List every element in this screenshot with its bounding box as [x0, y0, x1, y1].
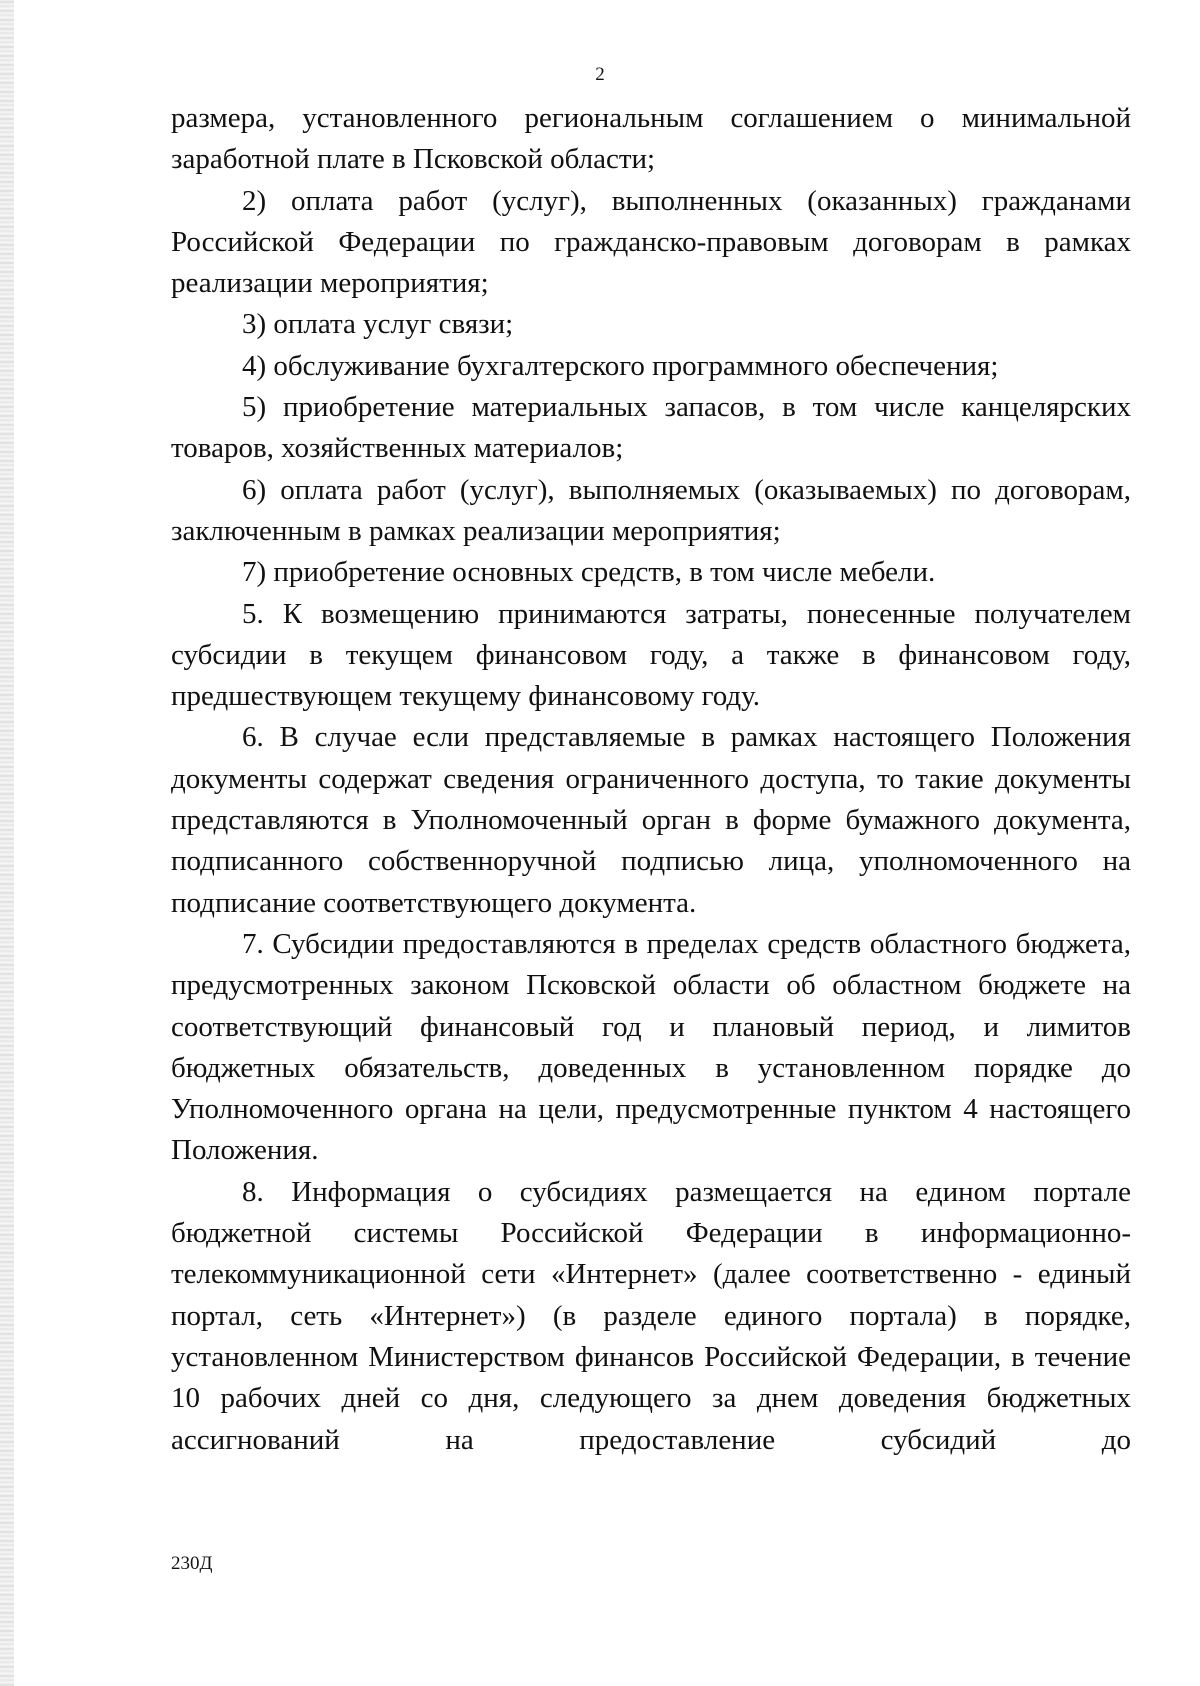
list-item-2: 2) оплата работ (услуг), выполненных (оказанных) гражданами Российской Федерации по гражданско-правовым договорам в рамках реализации мероприятия; [171, 184, 1131, 300]
page-number: 2 [595, 64, 605, 85]
clause-7: 7. Субсидии предоставляются в пределах средств областного бюджета, предусмотренных законом Псковской области об областном бюджете на соответствующий финансовый год и плановый период, и лимитов бюджетных обязательств, доведенных в установленном порядке до Уполномоченного органа на цели, предусмотренные пунктом 4 настоящего Положения. [171, 927, 1131, 1167]
list-item-4: 4) обслуживание бухгалтерского программного обеспечения; [242, 349, 999, 382]
scan-edge [0, 0, 14, 1686]
list-item-3: 3) оплата услуг связи; [242, 308, 514, 341]
document-body [171, 98, 1131, 1461]
list-item-6: 6) оплата работ (услуг), выполняемых (оказываемых) по договорам, заключенным в рамках реализации мероприятия; [171, 473, 1131, 547]
paragraph-continuation: размера, установленного региональным соглашением о минимальной заработной плате в Псковской области; [171, 102, 1131, 176]
list-item-5: 5) приобретение материальных запасов, в том числе канцелярских товаров, хозяйственных материалов; [171, 391, 1131, 465]
document-code: 230Д [171, 1553, 213, 1574]
clause-8: 8. Информация о субсидиях размещается на едином портале бюджетной системы Российской Федерации в информационно-телекоммуникационной сети «Интернет» (далее соответственно - единый портал, сеть «Интернет») (в разделе единого портала) в порядке, установленном Министерством финансов Российской Федерации, в течение 10 рабочих дней со дня, следующего за днем доведения бюджетных ассигнований на предоставление субсидий до [171, 1175, 1131, 1456]
clause-5: 5. К возмещению принимаются затраты, понесенные получателем субсидии в текущем финансовом году, а также в финансовом году, предшествующем текущему финансовому году. [171, 597, 1131, 713]
clause-6: 6. В случае если представляемые в рамках настоящего Положения документы содержат сведения ограниченного доступа, то такие документы представляются в Уполномоченный орган в форме бумажного документа, подписанного собственноручной подписью лица, уполномоченного на подписание соответствующего документа. [171, 721, 1131, 919]
list-item-7: 7) приобретение основных средств, в том числе мебели. [242, 556, 936, 589]
